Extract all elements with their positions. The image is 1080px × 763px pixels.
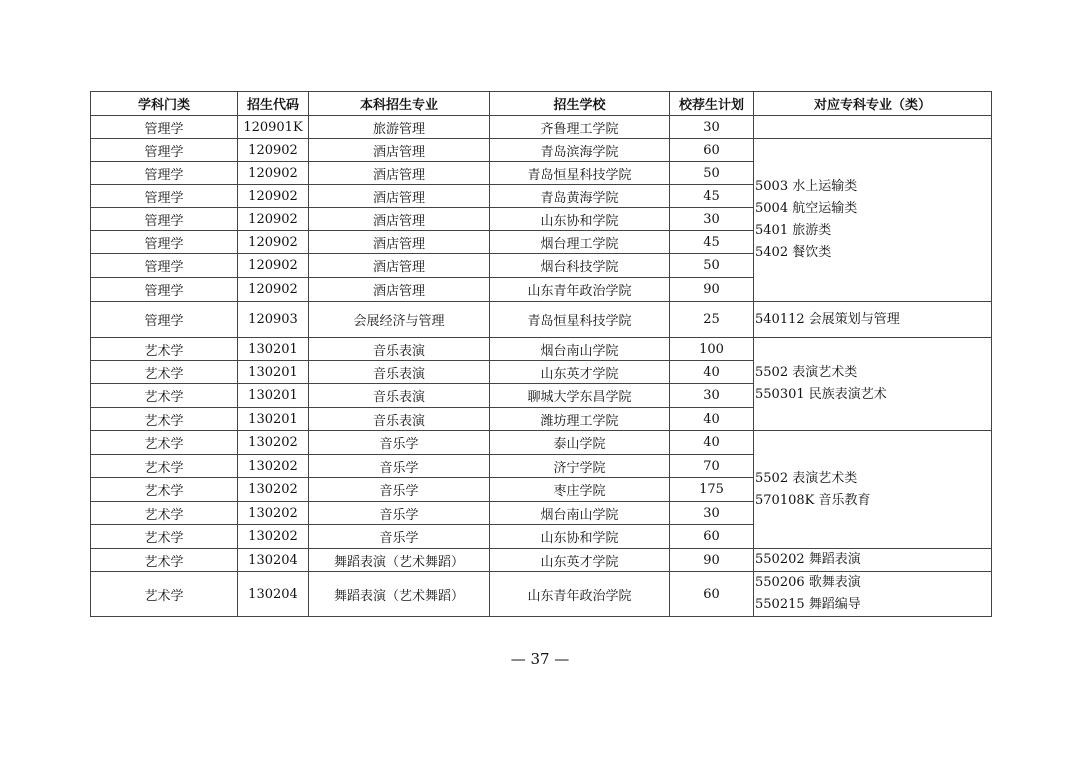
header-row — [91, 92, 992, 116]
cell-school: 泰山学院 — [490, 431, 670, 455]
cell-major: 酒店管理 — [309, 231, 490, 254]
cell-code: 130202 — [238, 455, 309, 478]
cell-discipline: 管理学 — [91, 278, 238, 302]
cell-quota: 30 — [670, 116, 754, 139]
related-major-item: 540112 会展策划与管理 — [755, 311, 900, 327]
cell-quota: 90 — [670, 278, 754, 302]
cell-quota: 40 — [670, 431, 754, 455]
cell-major: 酒店管理 — [309, 208, 490, 231]
cell-major: 酒店管理 — [309, 185, 490, 208]
related-major-item: 5402 餐饮类 — [755, 245, 832, 260]
cell-major: 酒店管理 — [309, 254, 490, 278]
cell-related-major — [754, 139, 992, 302]
cell-related-major — [754, 302, 992, 338]
related-major-item: 5004 航空运输类 — [755, 201, 858, 216]
cell-code: 130202 — [238, 525, 309, 549]
cell-discipline: 艺术学 — [91, 408, 238, 431]
cell-discipline: 管理学 — [91, 139, 238, 162]
table-row — [91, 139, 992, 162]
cell-school: 枣庄学院 — [490, 478, 670, 502]
cell-discipline: 艺术学 — [91, 338, 238, 361]
cell-major: 舞蹈表演（艺术舞蹈） — [309, 572, 490, 617]
cell-code: 130201 — [238, 408, 309, 431]
cell-quota: 60 — [670, 525, 754, 549]
header-related-major: 对应专科专业（类） — [754, 92, 992, 116]
cell-school: 山东协和学院 — [490, 525, 670, 549]
related-major-item: 550206 歌舞表演 — [755, 575, 861, 590]
cell-discipline: 艺术学 — [91, 384, 238, 408]
cell-related-major — [754, 572, 992, 617]
cell-code: 130202 — [238, 502, 309, 525]
cell-code: 120902 — [238, 185, 309, 208]
cell-discipline: 艺术学 — [91, 431, 238, 455]
cell-code: 120902 — [238, 162, 309, 185]
cell-discipline: 艺术学 — [91, 478, 238, 502]
cell-related-major — [754, 116, 992, 139]
cell-code: 130204 — [238, 549, 309, 572]
cell-quota: 70 — [670, 455, 754, 478]
cell-discipline: 艺术学 — [91, 525, 238, 549]
cell-school: 烟台南山学院 — [490, 338, 670, 361]
table-row — [91, 549, 992, 572]
cell-major: 音乐表演 — [309, 361, 490, 384]
related-major-item: 5003 水上运输类 — [755, 179, 858, 194]
cell-code: 120902 — [238, 278, 309, 302]
cell-code: 130202 — [238, 431, 309, 455]
cell-major: 酒店管理 — [309, 162, 490, 185]
cell-discipline: 艺术学 — [91, 361, 238, 384]
cell-quota: 30 — [670, 384, 754, 408]
related-major-item: 550215 舞蹈编导 — [755, 597, 861, 612]
cell-school: 山东英才学院 — [490, 361, 670, 384]
header-quota: 校荐生计划 — [670, 92, 754, 116]
cell-major: 会展经济与管理 — [309, 302, 490, 338]
cell-code: 120902 — [238, 139, 309, 162]
cell-code: 130201 — [238, 384, 309, 408]
cell-quota: 25 — [670, 302, 754, 338]
cell-major: 旅游管理 — [309, 116, 490, 139]
cell-school: 烟台科技学院 — [490, 254, 670, 278]
cell-code: 130201 — [238, 338, 309, 361]
cell-school: 山东英才学院 — [490, 549, 670, 572]
cell-major: 音乐学 — [309, 525, 490, 549]
page-number: — 37 — — [510, 650, 570, 668]
cell-school: 济宁学院 — [490, 455, 670, 478]
cell-discipline: 管理学 — [91, 116, 238, 139]
cell-school: 齐鲁理工学院 — [490, 116, 670, 139]
cell-code: 130202 — [238, 478, 309, 502]
cell-quota: 175 — [670, 478, 754, 502]
cell-school: 青岛恒星科技学院 — [490, 302, 670, 338]
related-major-item: 550301 民族表演艺术 — [755, 387, 887, 402]
header-discipline: 学科门类 — [91, 92, 238, 116]
cell-school: 青岛黄海学院 — [490, 185, 670, 208]
cell-quota: 50 — [670, 162, 754, 185]
cell-school: 聊城大学东昌学院 — [490, 384, 670, 408]
cell-discipline: 管理学 — [91, 302, 238, 338]
table-row — [91, 116, 992, 139]
cell-school: 烟台南山学院 — [490, 502, 670, 525]
cell-major: 音乐学 — [309, 502, 490, 525]
cell-quota: 100 — [670, 338, 754, 361]
cell-school: 潍坊理工学院 — [490, 408, 670, 431]
enrollment-table — [90, 91, 992, 617]
cell-school: 青岛恒星科技学院 — [490, 162, 670, 185]
cell-discipline: 艺术学 — [91, 549, 238, 572]
cell-major: 音乐学 — [309, 431, 490, 455]
cell-school: 山东青年政治学院 — [490, 572, 670, 617]
header-school: 招生学校 — [490, 92, 670, 116]
cell-discipline: 艺术学 — [91, 455, 238, 478]
cell-major: 酒店管理 — [309, 139, 490, 162]
cell-discipline: 艺术学 — [91, 572, 238, 617]
cell-code: 120901K — [238, 116, 309, 139]
table-row — [91, 338, 992, 361]
cell-code: 120903 — [238, 302, 309, 338]
cell-major: 音乐表演 — [309, 384, 490, 408]
cell-related-major — [754, 549, 992, 572]
cell-discipline: 管理学 — [91, 162, 238, 185]
cell-discipline: 管理学 — [91, 185, 238, 208]
cell-major: 舞蹈表演（艺术舞蹈） — [309, 549, 490, 572]
cell-major: 音乐学 — [309, 478, 490, 502]
cell-school: 山东青年政治学院 — [490, 278, 670, 302]
cell-major: 音乐表演 — [309, 408, 490, 431]
cell-related-major — [754, 338, 992, 431]
related-major-item: 5502 表演艺术类 — [755, 365, 858, 380]
table-body — [91, 116, 992, 617]
cell-code: 120902 — [238, 254, 309, 278]
related-major-item: 5502 表演艺术类 — [755, 470, 858, 486]
cell-code: 130204 — [238, 572, 309, 617]
cell-quota: 40 — [670, 408, 754, 431]
table-row — [91, 302, 992, 338]
cell-school: 青岛滨海学院 — [490, 139, 670, 162]
cell-quota: 90 — [670, 549, 754, 572]
related-major-item: 5401 旅游类 — [755, 223, 832, 238]
cell-major: 酒店管理 — [309, 278, 490, 302]
cell-school: 山东协和学院 — [490, 208, 670, 231]
cell-quota: 45 — [670, 185, 754, 208]
cell-quota: 50 — [670, 254, 754, 278]
cell-quota: 45 — [670, 231, 754, 254]
cell-discipline: 艺术学 — [91, 502, 238, 525]
cell-discipline: 管理学 — [91, 208, 238, 231]
table-header — [91, 92, 992, 116]
cell-discipline: 管理学 — [91, 231, 238, 254]
cell-school: 烟台理工学院 — [490, 231, 670, 254]
cell-code: 120902 — [238, 208, 309, 231]
cell-major: 音乐表演 — [309, 338, 490, 361]
cell-discipline: 管理学 — [91, 254, 238, 278]
header-major: 本科招生专业 — [309, 92, 490, 116]
cell-quota: 60 — [670, 139, 754, 162]
related-major-item: 550202 舞蹈表演 — [755, 552, 861, 567]
header-code: 招生代码 — [238, 92, 309, 116]
cell-quota: 60 — [670, 572, 754, 617]
cell-major: 音乐学 — [309, 455, 490, 478]
related-major-item: 570108K 音乐教育 — [755, 492, 871, 508]
cell-quota: 30 — [670, 208, 754, 231]
cell-related-major — [754, 431, 992, 549]
cell-code: 120902 — [238, 231, 309, 254]
cell-code: 130201 — [238, 361, 309, 384]
cell-quota: 40 — [670, 361, 754, 384]
cell-quota: 30 — [670, 502, 754, 525]
table-row — [91, 572, 992, 617]
table-row — [91, 431, 992, 455]
